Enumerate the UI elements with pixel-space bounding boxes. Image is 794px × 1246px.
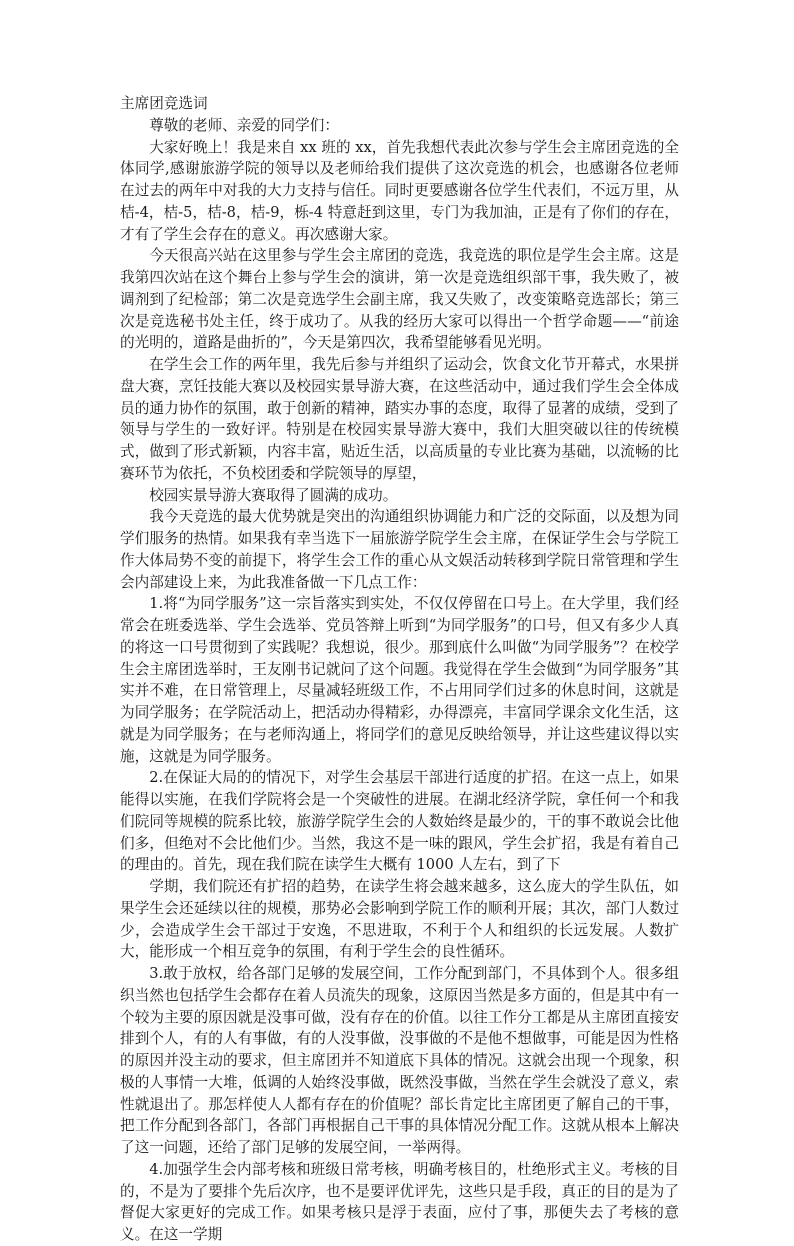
paragraph: 我今天竞选的最大优势就是突出的沟通组织协调能力和广泛的交际面，以及想为同学们服务的热情。如果我有幸当选下一届旅游学院学生会主席，在保证学生会与学院工作大体局势不变的前提下，将学生会工作的重心从文娱活动转移到学院日常管理和学生会内部建设上来，为此我准备做一下几点工作： (120, 508, 679, 591)
paragraph: 学期，我们院还有扩招的趋势，在读学生将会越来越多，这么庞大的学生队伍，如果学生会还延续以往的规模，那势必会影响到学院工作的顺利开展；其次，部门人数过少，会造成学生会干部过于安逸，不思进取，不利于个人和组织的长远发展。人数扩大，能形成一个相互竞争的氛围，有利于学生会的良性循环。 (120, 878, 679, 961)
paragraph: 校园实景导游大赛取得了圆满的成功。 (149, 486, 398, 504)
paragraph: 在学生会工作的两年里，我先后参与并组织了运动会，饮食文化节开幕式，水果拼盘大赛，烹饪技能大赛以及校园实景导游大赛，在这些活动中，通过我们学生会全体成员的通力协作的氛围，敢于创新的精神，踏实办事的态度，取得了显著的成绩，受到了领导与学生的一致好评。特别是在校园实景导游大赛中，我们大胆突破以往的传统模式，做到了形式新颖，内容丰富，贴近生活，以高质量的专业比赛为基础，以流畅的比赛环节为依托，不负校团委和学院领导的厚望， (120, 356, 679, 482)
paragraph: 今天很高兴站在这里参与学生会主席团的竞选，我竞选的职位是学生会主席。这是我第四次站在这个舞台上参与学生会的演讲，第一次是竞选组织部干事，我失败了，被调剂到了纪检部；第二次是竞选学生会副主席，我又失败了，改变策略竞选部长；第三次是竞选秘书处主任，终于成功了。从我的经历大家可以得出一个哲学命题——“前途的光明的，道路是曲折的”，今天是第四次，我希望能够看见光明。 (120, 247, 679, 352)
paragraph: 2.在保证大局的的情况下，对学生会基层干部进行适度的扩招。在这一点上，如果能得以实施，在我们学院将会是一个突破性的进展。在湖北经济学院，拿任何一个和我们院同等规模的院系比较，旅游学院学生会的人数始终是最少的，干的事不敢说会比他们多，但绝对不会比他们少。当然，我这不是一味的跟风，学生会扩招，我是有着自己的理由的。首先，现在我们院在读学生大概有 1000 人左右，到了下 (120, 769, 679, 874)
paragraph: 3.敢于放权，给各部门足够的发展空间，工作分配到部门，不具体到个人。很多组织当然也包括学生会都存在着人员流失的现象，这原因当然是多方面的，但是其中有一个较为主要的原因就是没事可做，没有存在的价值。以往工作分工都是从主席团直接安排到个人，有的人有事做，有的人没事做，没事做的不是他不想做事，可能是因为性格的原因并没主动的要求，但主席团并不知道底下具体的情况。这就会出现一个现象，积极的人事情一大堆，低调的人始终没事做，既然没事做，当然在学生会就没了意义，索性就退出了。那怎样使人人都有存在的价值呢？部长肯定比主席团更了解自己的干事，把工作分配到各部门，各部门再根据自己干事的具体情况分配工作。这就从根本上解决了这一问题，还给了部门足够的发展空间，一举两得。 (120, 965, 679, 1156)
paragraph: 4.加强学生会内部考核和班级日常考核，明确考核目的，杜绝形式主义。考核的目的，不是为了要排个先后次序，也不是要评优评先，这些只是手段，真正的目的是为了督促大家更好的完成工作。如果考核只是浮于表面，应付了事，那便失去了考核的意义。在这一学期 (120, 1160, 679, 1243)
paragraph: 1.将“为同学服务”这一宗旨落实到实处，不仅仅停留在口号上。在大学里，我们经常会在班委选举、学生会选举、党员答辩上听到“为同学服务”的口号，但又有多少人真的将这一口号贯彻到了实践呢？我想说，很少。那到底什么叫做“为同学服务”？在校学生会主席团选举时，王友刚书记就问了这个问题。我觉得在学生会做到“为同学服务”其实并不难，在日常管理上，尽量减轻班级工作，不占用同学们过多的休息时间，这就是为同学服务；在学院活动上，把活动办得精彩，办得漂亮，丰富同学课余文化生活，这就是为同学服务；在与老师沟通上，将同学们的意见反映给领导，并让这些建议得以实施，这就是为同学服务。 (120, 595, 679, 765)
salutation: 尊敬的老师、亲爱的同学们： (149, 116, 339, 134)
document-page (120, 93, 679, 1246)
document-title: 主席团竞选词 (120, 95, 208, 112)
paragraph: 大家好晚上！我是来自 xx 班的 xx，首先我想代表此次参与学生会主席团竞选的全体同学,感谢旅游学院的领导以及老师给我们提供了这次竞选的机会，也感谢各位老师在过去的两年中对我的大力支持与信任。同时更要感谢各位学生代表们，不远万里，从桔-4，桔-5，桔-8，桔-9，栎-4 特意赶到这里，专门为我加油，正是有了你们的存在，才有了学生会存在的意义。再次感谢大家。 (120, 138, 679, 243)
